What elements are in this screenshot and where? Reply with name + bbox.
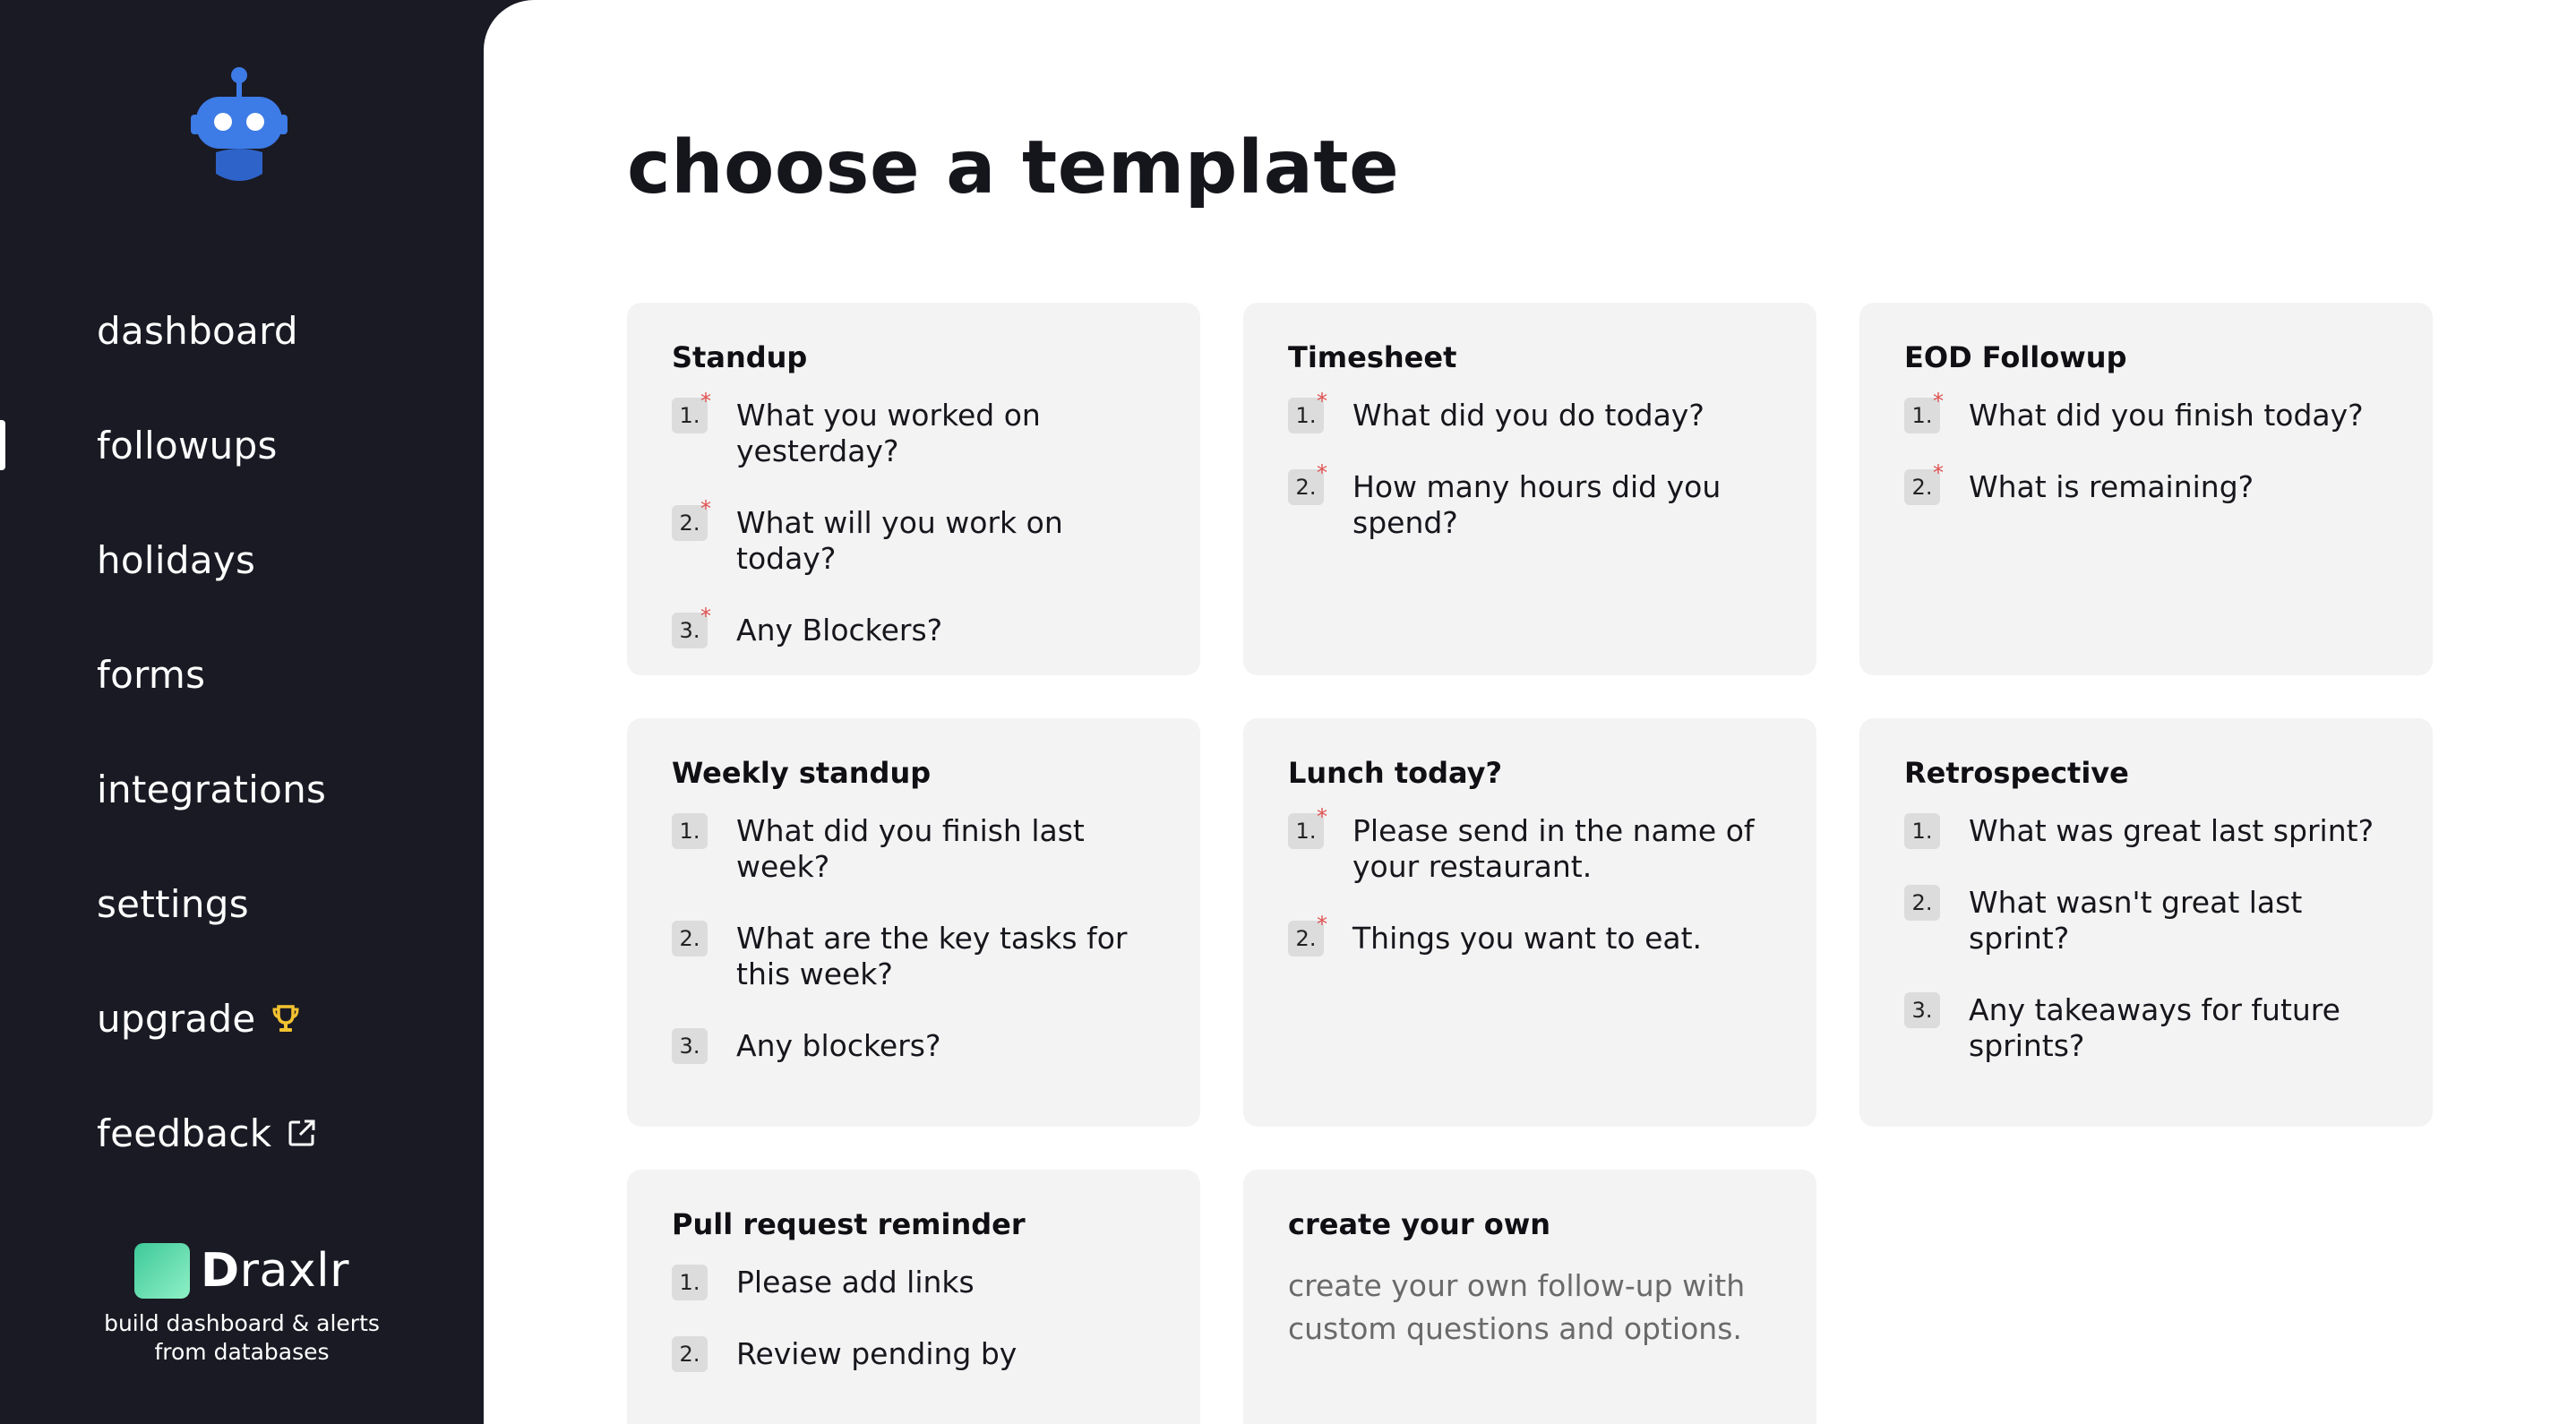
nav-label: holidays xyxy=(97,537,256,582)
nav-label: upgrade xyxy=(97,996,256,1041)
nav-forms[interactable] xyxy=(0,617,484,732)
question-item: 3. * Any Blockers? xyxy=(672,613,1157,648)
sidebar-nav xyxy=(0,273,484,1190)
robot-logo-icon[interactable] xyxy=(191,66,288,188)
question-item: 2. What wasn't great last sprint? xyxy=(1904,885,2390,956)
main-content xyxy=(484,0,2576,1424)
nav-label: dashboard xyxy=(97,308,298,353)
nav-feedback[interactable] xyxy=(0,1076,484,1190)
question-item: 1. * Please send in the name of your restaurant. xyxy=(1288,813,1773,885)
brand-name: Draxlr xyxy=(200,1244,349,1298)
template-card-timesheet[interactable] xyxy=(1243,303,1816,675)
required-star-icon: * xyxy=(700,496,711,521)
nav-label: settings xyxy=(97,881,249,926)
card-title: create your own xyxy=(1288,1207,1551,1241)
question-item: 1. What did you finish last week? xyxy=(672,813,1157,885)
card-title: Weekly standup xyxy=(672,756,932,790)
question-item: 1. * What you worked on yesterday? xyxy=(672,398,1157,469)
brand-tagline: build dashboard & alerts from databases xyxy=(104,1310,380,1365)
nav-integrations[interactable] xyxy=(0,732,484,846)
nav-dashboard[interactable] xyxy=(0,273,484,388)
required-star-icon: * xyxy=(1317,804,1327,829)
template-card-pull-request-reminder[interactable] xyxy=(627,1170,1200,1424)
question-item: 2. Review pending by xyxy=(672,1336,1157,1372)
template-card-standup[interactable] xyxy=(627,303,1200,675)
nav-label: forms xyxy=(97,652,206,697)
question-item: 1. * What did you do today? xyxy=(1288,398,1773,433)
nav-label: followups xyxy=(97,423,278,468)
question-item: 2. * What is remaining? xyxy=(1904,469,2390,505)
question-item: 2. * How many hours did you spend? xyxy=(1288,469,1773,541)
template-card-retrospective[interactable] xyxy=(1859,718,2433,1127)
required-star-icon: * xyxy=(1933,460,1944,485)
external-link-icon xyxy=(288,1119,316,1147)
question-item: 1. What was great last sprint? xyxy=(1904,813,2390,849)
nav-settings[interactable] xyxy=(0,846,484,961)
question-item: 2. * Things you want to eat. xyxy=(1288,921,1773,956)
required-star-icon: * xyxy=(1317,460,1327,485)
page-title: choose a template xyxy=(627,125,1400,210)
nav-followups[interactable] xyxy=(0,388,484,502)
card-title: Pull request reminder xyxy=(672,1207,1026,1241)
question-item: 2. * What will you work on today? xyxy=(672,505,1157,577)
question-item: 1. Please add links xyxy=(672,1265,1157,1300)
card-title: EOD Followup xyxy=(1904,340,2127,374)
question-item: 2. What are the key tasks for this week? xyxy=(672,921,1157,992)
nav-holidays[interactable] xyxy=(0,502,484,617)
template-card-create-your-own[interactable] xyxy=(1243,1170,1816,1424)
card-title: Lunch today? xyxy=(1288,756,1503,790)
card-title: Standup xyxy=(672,340,808,374)
required-star-icon: * xyxy=(1317,912,1327,937)
nav-label: integrations xyxy=(97,767,327,811)
sidebar xyxy=(0,0,484,1424)
required-star-icon: * xyxy=(1933,389,1944,414)
template-card-eod-followup[interactable] xyxy=(1859,303,2433,675)
question-item: 3. Any blockers? xyxy=(672,1028,1157,1064)
required-star-icon: * xyxy=(700,604,711,629)
nav-label: feedback xyxy=(97,1111,272,1155)
card-title: Timesheet xyxy=(1288,340,1457,374)
question-item: 3. Any takeaways for future sprints? xyxy=(1904,992,2390,1064)
required-star-icon: * xyxy=(700,389,711,414)
card-description: create your own follow-up with custom questions and options. xyxy=(1288,1268,1746,1346)
brand-footer[interactable] xyxy=(0,1243,484,1367)
required-star-icon: * xyxy=(1317,389,1327,414)
nav-upgrade[interactable] xyxy=(0,961,484,1076)
template-card-lunch-today[interactable] xyxy=(1243,718,1816,1127)
question-item: 1. * What did you finish today? xyxy=(1904,398,2390,433)
card-title: Retrospective xyxy=(1904,756,2129,790)
trophy-icon xyxy=(272,1004,299,1033)
draxlr-logo-icon xyxy=(134,1243,190,1299)
template-card-weekly-standup[interactable] xyxy=(627,718,1200,1127)
